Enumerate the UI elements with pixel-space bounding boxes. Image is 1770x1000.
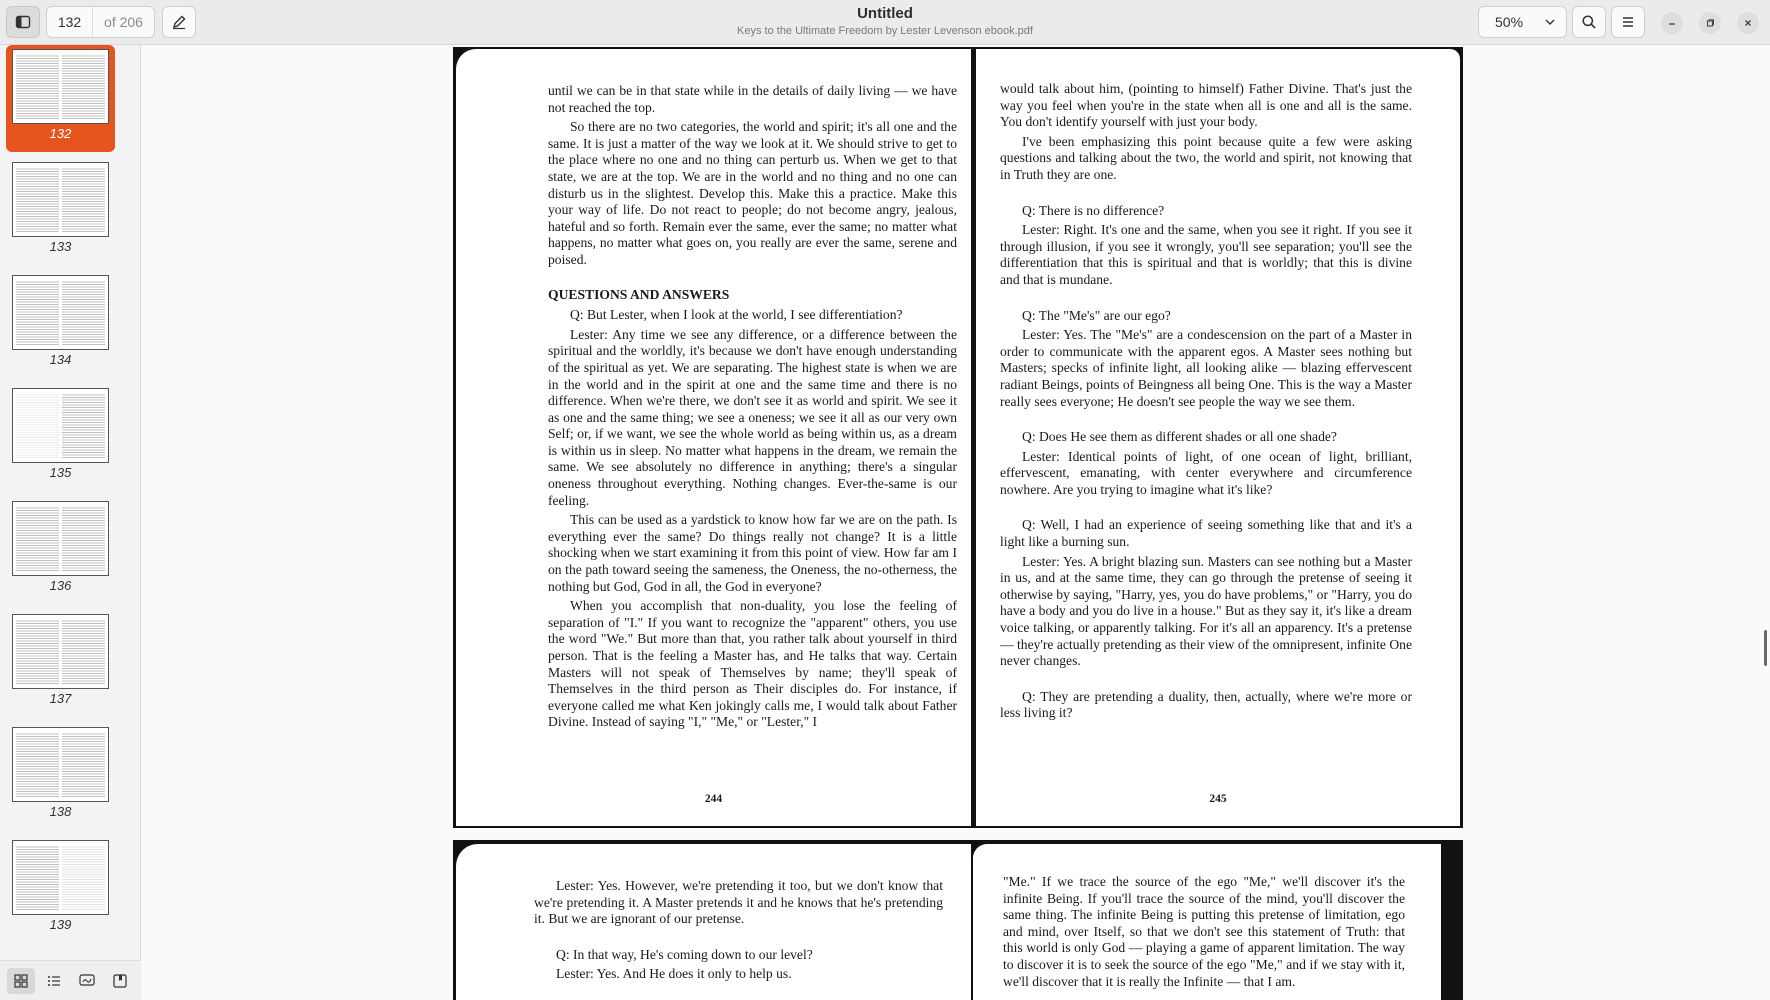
bookmark-icon bbox=[113, 974, 127, 988]
document-view[interactable] bbox=[141, 45, 1770, 1000]
pencil-icon bbox=[171, 14, 187, 30]
sidebar-mode-bar bbox=[0, 960, 141, 1000]
window-title: Untitled bbox=[857, 5, 913, 22]
page-245 bbox=[976, 49, 1460, 826]
paragraph: I've been emphasizing this point because quite a few were asking questions and talking about the two, the world and spirit, not knowing that in Truth they are one. bbox=[1000, 133, 1412, 182]
question: Q: There is no difference? bbox=[1022, 202, 1165, 218]
paragraph: Lester: Yes. A bright blazing sun. Masters can see nothing but a Master in us, and at the same time, they can go through the pretense of seeing it otherwise by saying, "Harry, yes, you do have problems," or "Harry, you do have a body and you do live in a house." But as they say it, it's like a dream voice talking, or apparently talking. For it's all an apparency. It's a pretense — they're actually pretending as their view of the omnipresent, infinite One never changes. bbox=[1000, 553, 1412, 669]
thumbnails-view-button[interactable] bbox=[7, 968, 35, 994]
thumbnail-image bbox=[12, 727, 109, 802]
annotate-button[interactable] bbox=[162, 6, 196, 38]
annotations-view-button[interactable] bbox=[73, 968, 101, 994]
thumbnail-page-133[interactable] bbox=[6, 158, 115, 265]
page-247 bbox=[973, 844, 1441, 1000]
thumbnail-label: 135 bbox=[49, 465, 72, 480]
thumbnail-image bbox=[12, 388, 109, 463]
thumbnail-sidebar bbox=[0, 45, 141, 1000]
paragraph: When you accomplish that non-duality, you lose the feeling of separation of "I." If you want to recognize the "apparent" others, you use the word "We." But more than that, you rather talk about yourself in third person. That is the feeling a Master has, and He talks that way. Certain Masters will not speak of Themselves by name; they'll speak of Themselves in the third person as Their disciples do. For instance, if everyone called me what Ken jokingly calls me, I would talk about Father Divine. Instead of saying "I," "Me," or "Lester," I bbox=[548, 598, 957, 730]
thumbnail-label: 139 bbox=[49, 917, 72, 932]
question: Q: Does He see them as different shades or all one shade? bbox=[1022, 429, 1337, 445]
close-button[interactable] bbox=[1737, 12, 1759, 34]
annotation-icon bbox=[79, 974, 95, 988]
thumbnail-label: 137 bbox=[49, 691, 72, 706]
minimize-button[interactable] bbox=[1661, 12, 1683, 34]
thumbnail-page-138[interactable] bbox=[6, 723, 115, 830]
search-button[interactable] bbox=[1572, 6, 1606, 38]
question: Q: They are pretending a duality, then, actually, where we're more or less living it? bbox=[1000, 688, 1412, 721]
outline-view-button[interactable] bbox=[40, 968, 68, 994]
close-icon bbox=[1743, 18, 1753, 28]
question: Q: But Lester, when I look at the world, I see differentiation? bbox=[570, 307, 903, 323]
thumbnail-label: 132 bbox=[49, 126, 72, 141]
question: Q: Well, I had an experience of seeing something like that and it's a light like a burning sun. bbox=[1000, 517, 1412, 550]
minimize-icon bbox=[1667, 18, 1677, 28]
thumbnail-page-139[interactable] bbox=[6, 836, 115, 943]
thumbnail-image bbox=[12, 501, 109, 576]
page-246 bbox=[456, 844, 971, 1000]
thumbnail-image bbox=[12, 162, 109, 237]
hamburger-menu-icon bbox=[1620, 14, 1636, 30]
sidebar-icon bbox=[15, 14, 31, 30]
thumbnail-image bbox=[12, 275, 109, 350]
paragraph: So there are no two categories, the world and spirit; it's all one and the same. It is just a matter of the way we look at it. We should strive to get to the place where no one and no thing can perturb us. When we get to that state, we are at the top. We are in the world and no thing and no one can disturb us in the slightest. Develop this. Make this a practice. Make this your way of life. Do not react to people; do not become angry, jealous, hateful and so forth. Remain ever the same, ever the same; no matter what happens, no matter what goes on, you really are ever the same, serene and poised. bbox=[548, 119, 957, 267]
document-filename: Keys to the Ultimate Freedom by Lester Levenson ebook.pdf bbox=[737, 25, 1033, 37]
page-spread bbox=[453, 47, 1463, 828]
paragraph: would talk about him, (pointing to himself) Father Divine. That's just the way you feel when you're in the state when all is one and all is the same. You don't identify yourself with just your body. bbox=[1000, 81, 1412, 130]
page-244 bbox=[456, 49, 971, 826]
list-icon bbox=[47, 974, 61, 988]
thumbnail-label: 134 bbox=[49, 352, 72, 367]
chevron-down-icon bbox=[1544, 16, 1556, 28]
paragraph: Lester: Any time we see any difference, or a difference between the spiritual and the worldly, it's because we don't have enough understanding of the spiritual as yet. We are separating. The highest state is when we are in the world and in the spirit at one and the same time and there is no difference. When we're there, we don't see it as world and spirit. We see it as one and the same thing; we see a oneness; we see it all as our very own Self; or, if we want, we see the whole world as being within us, as a dream is within us in sleep. No matter what happens in the dream, we remain the same. We see absolutely no difference in anything; there's a singular oneness throughout everything. Nothing changes. Ever-the-same is our feeling. bbox=[548, 326, 957, 508]
paragraph: Lester: Yes. The "Me's" are a condescension on the part of a Master in order to communicate with the apparent egos. A Master sees nothing but Masters; specks of infinite light, all looking alike — blazing effervescent radiant Beings, points of Beingness all being One. This is the way a Master really sees everyone; He doesn't see people the way we see them. bbox=[1000, 327, 1412, 409]
scrollbar-indicator[interactable] bbox=[1764, 630, 1767, 666]
window-title-area bbox=[600, 5, 1170, 38]
thumbnail-label: 136 bbox=[49, 578, 72, 593]
page-number-label: 245 bbox=[1209, 793, 1227, 806]
grid-icon bbox=[14, 974, 28, 988]
bookmarks-view-button[interactable] bbox=[106, 968, 134, 994]
main-menu-button[interactable] bbox=[1611, 6, 1645, 38]
zoom-level: 50% bbox=[1495, 14, 1524, 30]
search-icon bbox=[1581, 14, 1597, 30]
question: Q: The "Me's" are our ego? bbox=[1022, 307, 1171, 323]
restore-icon bbox=[1705, 18, 1715, 28]
thumbnail-label: 138 bbox=[49, 804, 72, 819]
thumbnail-label: 133 bbox=[49, 239, 72, 254]
thumbnail-page-134[interactable] bbox=[6, 271, 115, 378]
thumbnail-image bbox=[12, 614, 109, 689]
thumbnail-page-135[interactable] bbox=[6, 384, 115, 491]
header-bar bbox=[0, 0, 1770, 45]
zoom-dropdown[interactable] bbox=[1478, 6, 1567, 38]
paragraph: Lester: Identical points of light, of one ocean of light, brilliant, effervescent, emanating, with center everywhere and circumference nowhere. Are you trying to imagine what it's like? bbox=[1000, 448, 1412, 497]
sidebar-toggle-button[interactable] bbox=[6, 6, 40, 38]
page-number-label: 244 bbox=[704, 793, 723, 806]
page-number-entry[interactable] bbox=[46, 6, 155, 38]
page-number-input[interactable]: 132 bbox=[47, 7, 93, 37]
thumbnail-page-132[interactable] bbox=[6, 45, 115, 152]
paragraph: Lester: Yes. However, we're pretending it too, but we don't know that we're pretending it. A Master pretends it and he knows that he's pretending it. But we are ignorant of our pretense. bbox=[534, 878, 943, 927]
paragraph: "Me." If we trace the source of the ego "Me," we'll discover it's the infinite Being. If you'll trace the source of the mind, you'll discover the same thing. The infinite Being is putting this pretense of limitation, ego and mind, over Itself, so that we don't see this statement of Truth: that this world is only God — playing a game of apparent limitation. The way to discover it is to seek the source of the ego "Me," and if we stay with it, we'll discover that it is really the Infinite — that I am. bbox=[1003, 874, 1405, 989]
maximize-button[interactable] bbox=[1699, 12, 1721, 34]
question: Q: In that way, He's coming down to our level? bbox=[556, 946, 813, 962]
paragraph: Lester: Right. It's one and the same, when you see it right. If you see it through illusion, if you see it wrongly, you'll see separation; you'll see the differentiation that this is spiritual and that is worldly; that this is divine and that is mundane. bbox=[1000, 222, 1412, 287]
paragraph: This can be used as a yardstick to know how far we are on the path. Is everything ever the same? Do things really not change? It is a little shocking when we start examining it from this point of view. How far am I on the path toward seeing the sameness, the Oneness, the no-otherness, the nothing but God, God in all, the God in everyone? bbox=[548, 512, 957, 594]
page-spread bbox=[453, 840, 1463, 1000]
paragraph: until we can be in that state while in the details of daily living — we have not reached the top. bbox=[548, 83, 957, 115]
thumbnail-page-137[interactable] bbox=[6, 610, 115, 717]
thumbnail-image bbox=[12, 49, 109, 124]
page-total-label: of 206 bbox=[104, 14, 143, 30]
thumbnail-page-136[interactable] bbox=[6, 497, 115, 604]
section-heading: QUESTIONS AND ANSWERS bbox=[548, 286, 730, 302]
paragraph: Lester: Yes. And He does it only to help us. bbox=[556, 966, 792, 982]
thumbnail-image bbox=[12, 840, 109, 915]
